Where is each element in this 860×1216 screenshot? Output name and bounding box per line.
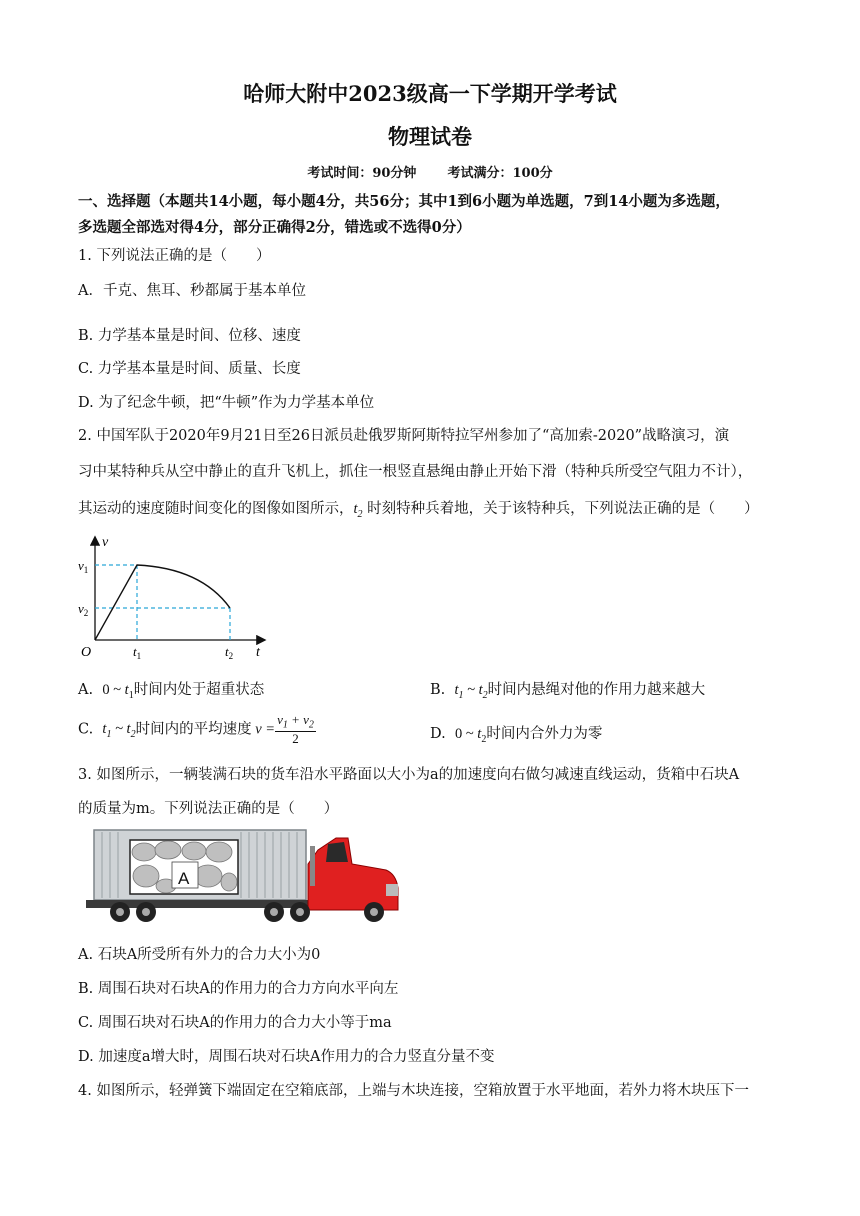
section-heading-line2: 多选题全部选对得4分，部分正确得2分，错选或不选得0分）	[78, 219, 471, 236]
average-velocity-fraction: $\frac{v_1 + v_2}{2}$	[277, 712, 314, 746]
q1-option-c: C. 力学基本量是时间、质量、长度	[78, 361, 301, 377]
q2-option-d: D. 0 ~ $t_2$时间内合外力为零	[430, 726, 603, 745]
truck-illustration	[86, 826, 402, 926]
q1-option-a: A．千克、焦耳、秒都属于基本单位	[78, 283, 306, 299]
q2-line3-post: 时刻特种兵着地，关于该特种兵，下列说法正确的是（ ）	[367, 501, 759, 517]
q2-option-b: B. $t_1$ ~ $t_2$时间内悬绳对他的作用力越来越大	[430, 682, 706, 701]
y-axis-label: v	[102, 535, 109, 550]
q3-line1: 3. 如图所示，一辆装满石块的货车沿水平路面以大小为a的加速度向右做匀减速直线运动，货箱中石块A	[78, 767, 740, 783]
q2-option-a-text: 时间内处于超重状态	[133, 682, 265, 698]
section-heading-line1: 一、选择题（本题共14小题，每小题4分，共56分；其中1到6小题为单选题，7到14小题为多选题，	[78, 193, 730, 210]
q4-line1: 4. 如图所示，轻弹簧下端固定在空箱底部，上端与木块连接，空箱放置于水平地面，若外力将木块压下一	[78, 1083, 749, 1099]
truck-cab	[308, 838, 398, 910]
q1-option-d: D. 为了纪念牛顿，把“牛顿”作为力学基本单位	[78, 395, 375, 411]
exam-score: 考试满分：100分	[447, 166, 553, 181]
exam-meta	[0, 162, 860, 181]
q1-stem: 1. 下列说法正确的是（ ）	[78, 248, 271, 264]
exam-subtitle: 物理试卷	[388, 124, 472, 149]
q3-option-d: D. 加速度a增大时，周围石块对石块A作用力的合力竖直分量不变	[78, 1049, 495, 1065]
q3-option-c: C. 周围石块对石块A的作用力的合力大小等于ma	[78, 1015, 392, 1031]
q3-line2: 的质量为m。下列说法正确的是（ ）	[78, 801, 339, 817]
q2-option-a: A. 0 ~ $t_1$时间内处于超重状态	[78, 682, 265, 701]
grille	[386, 884, 398, 896]
velocity-time-graph	[76, 530, 276, 662]
exhaust-stack	[310, 846, 315, 886]
t2-label: $t_2$	[225, 644, 234, 661]
v2-label: $v_2$	[78, 601, 89, 618]
q2-line2: 习中某特种兵从空中静止的直升飞机上，抓住一根竖直悬绳由静止开始下滑（特种兵所受空气阻力不计），	[78, 464, 753, 480]
exam-title: 哈师大附中2023级高一下学期开学考试	[243, 81, 617, 106]
origin-label: O	[81, 645, 92, 660]
x-axis-label: t	[256, 645, 260, 660]
q2-line3: 其运动的速度随时间变化的图像如图所示，$t_2$ 时刻特种兵着地，关于该特种兵，下列说法正确的是（ ）	[78, 501, 759, 520]
v1-label: $v_1$	[78, 558, 89, 575]
q3-option-a: A. 石块A所受所有外力的合力大小为0	[78, 947, 321, 963]
t1-label: $t_1$	[133, 644, 142, 661]
q2-option-c-text: 时间内的平均速度	[135, 721, 252, 738]
exam-time: 考试时间：90分钟	[307, 166, 417, 181]
q2-line3-pre: 其运动的速度随时间变化的图像如图所示，	[78, 501, 354, 517]
q3-option-b: B. 周围石块对石块A的作用力的合力方向水平向左	[78, 981, 399, 997]
velocity-curve	[95, 565, 230, 640]
q2-option-d-text: 时间内合外力为零	[486, 726, 603, 742]
q1-option-b: B. 力学基本量是时间、位移、速度	[78, 328, 301, 344]
q2-option-c: C. $t_1$ ~ $t_2$时间内的平均速度 v = $\frac{v_1 + v_2}{2}$	[78, 712, 314, 746]
q2-option-b-text: 时间内悬绳对他的作用力越来越大	[487, 682, 706, 698]
rock-a-label: A	[178, 869, 190, 888]
q2-line1: 2. 中国军队于2020年9月21日至26日派员赴俄罗斯阿斯特拉罕州参加了“高加索-2020”战略演习，演	[78, 428, 730, 444]
